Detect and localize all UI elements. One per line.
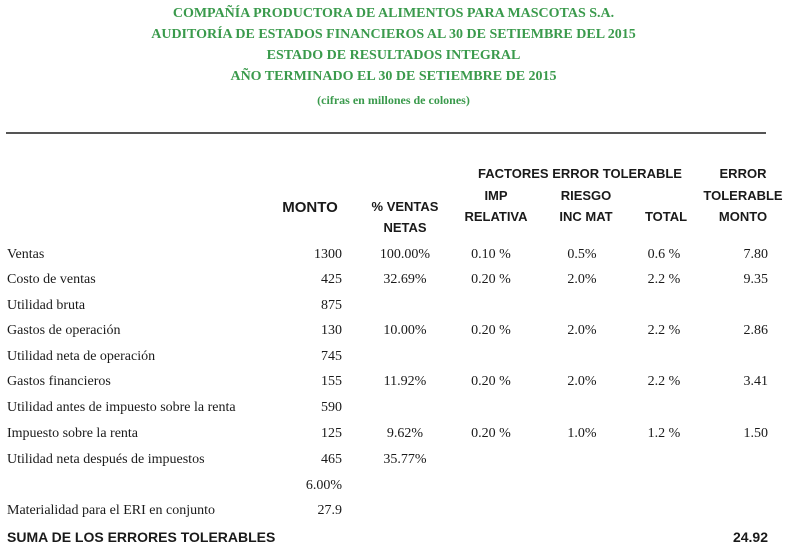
row-monto: 590 (321, 400, 342, 415)
row-total: 2.2 % (647, 272, 681, 287)
row-label: Gastos de operación (7, 323, 121, 338)
col-pct-ventas-1: % VENTAS (371, 199, 439, 214)
total-value: 24.92 (732, 529, 768, 545)
row-label: Utilidad neta de operación (7, 349, 156, 364)
row-riesgo: 2.0% (567, 323, 597, 338)
row-imp: 0.20 % (471, 272, 511, 287)
row-imp: 0.10 % (471, 247, 511, 262)
audit-title: AUDITORÍA DE ESTADOS FINANCIEROS AL 30 DE SETIEMBRE DEL 2015 (151, 27, 636, 42)
row-label: Ventas (7, 247, 45, 262)
row-total: 2.2 % (647, 323, 681, 338)
row-error: 9.35 (743, 272, 768, 287)
row-monto: 745 (321, 349, 342, 364)
row-error: 3.41 (743, 374, 768, 389)
row-pct: 10.00% (383, 323, 427, 338)
row-pct: 11.92% (383, 374, 427, 389)
row-riesgo: 0.5% (567, 247, 597, 262)
row-error: 1.50 (743, 426, 768, 441)
row-error: 2.86 (743, 323, 768, 338)
row-riesgo: 2.0% (567, 272, 597, 287)
row-imp: 0.20 % (471, 374, 511, 389)
row-riesgo: 1.0% (567, 426, 597, 441)
row-label: Utilidad antes de impuesto sobre la renta (7, 400, 236, 415)
col-imp-1: IMP (484, 188, 508, 203)
units-note: (cifras en millones de colones) (317, 93, 470, 107)
period-title: AÑO TERMINADO EL 30 DE SETIEMBRE DE 2015 (230, 69, 557, 84)
row-monto: 875 (321, 298, 342, 313)
col-riesgo-1: RIESGO (560, 188, 612, 203)
row-label: Utilidad bruta (7, 298, 86, 313)
materiality-percent: 6.00% (305, 478, 342, 493)
total-label: SUMA DE LOS ERRORES TOLERABLES (7, 529, 276, 545)
col-total: TOTAL (644, 209, 688, 224)
row-monto: 155 (321, 374, 342, 389)
row-total: 0.6 % (647, 247, 681, 262)
row-pct: 35.77% (383, 452, 427, 467)
col-riesgo-2: INC MAT (559, 209, 613, 224)
row-label: Utilidad neta después de impuestos (7, 452, 205, 467)
header-divider (6, 132, 766, 134)
col-monto: MONTO (282, 199, 338, 216)
company-title: COMPAÑÍA PRODUCTORA DE ALIMENTOS PARA MASCOTAS S.A. (172, 6, 615, 21)
row-total: 1.2 % (647, 426, 681, 441)
row-label: Impuesto sobre la renta (7, 426, 139, 441)
row-monto: 130 (321, 323, 342, 338)
row-monto: 1300 (314, 247, 342, 262)
row-label: Costo de ventas (7, 272, 96, 287)
row-riesgo: 2.0% (567, 374, 597, 389)
row-pct: 32.69% (383, 272, 427, 287)
row-imp: 0.20 % (471, 426, 511, 441)
row-label: Gastos financieros (7, 374, 111, 389)
col-imp-2: RELATIVA (464, 209, 528, 224)
col-factores: FACTORES ERROR TOLERABLE (478, 166, 682, 181)
row-monto: 425 (321, 272, 342, 287)
col-error-1: ERROR (719, 166, 767, 181)
row-pct: 9.62% (386, 426, 424, 441)
statement-title: ESTADO DE RESULTADOS INTEGRAL (266, 48, 521, 63)
materiality-label: Materialidad para el ERI en conjunto (7, 503, 215, 518)
row-imp: 0.20 % (471, 323, 511, 338)
row-error: 7.80 (743, 247, 768, 262)
row-pct: 100.00% (379, 247, 431, 262)
row-total: 2.2 % (647, 374, 681, 389)
col-error-3: MONTO (718, 209, 768, 224)
row-monto: 465 (321, 452, 342, 467)
materiality-value: 27.9 (317, 503, 342, 518)
row-monto: 125 (321, 426, 342, 441)
col-error-2: TOLERABLE (703, 188, 783, 203)
col-pct-ventas-2: NETAS (383, 220, 427, 235)
